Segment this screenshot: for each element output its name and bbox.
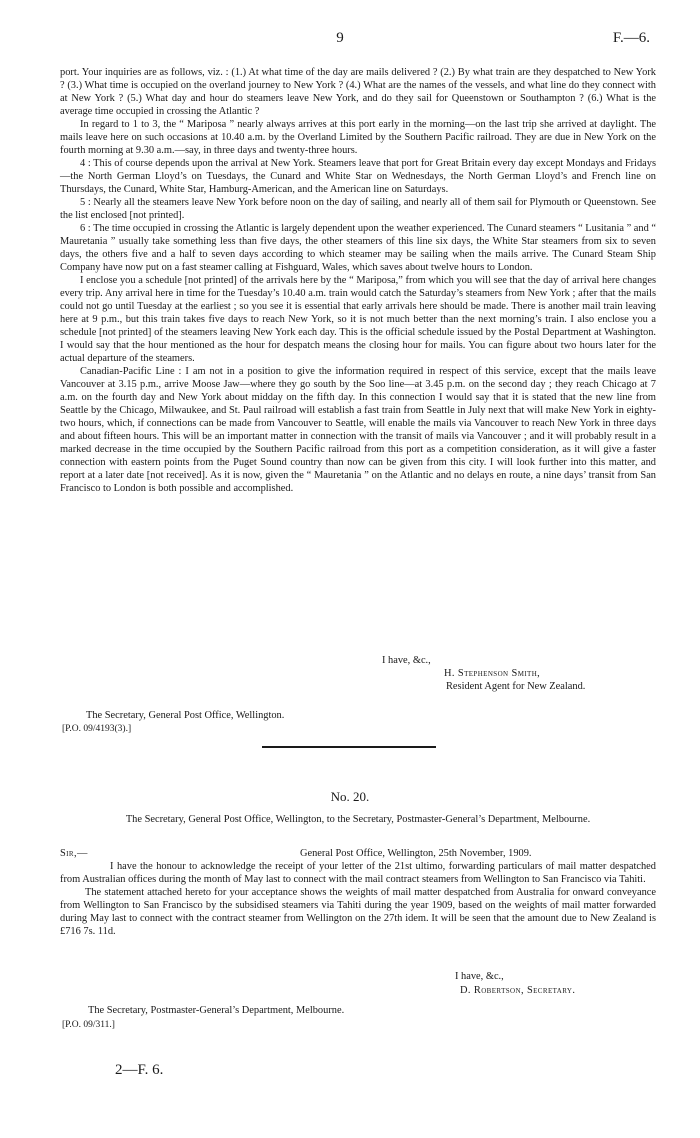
letter-1-paragraph: 5 : Nearly all the steamers leave New York before noon on the day of sailing, and nearly all of them sail for Plymouth or Queenstown. See the list enclosed [not printed]. <box>60 197 656 221</box>
letter-1-paragraph: 6 : The time occupied in crossing the Atlantic is largely dependent upon the weather experienced. The Cunard steamers “ Lusitania ” and “ Mauretania ” usually take something less than five days, the other steamers of this line six days, the White Star steamers from six to seven days, the others five and a half to seven days according to which steamer may be sailing when the mails arrive. The Cunard Steam Ship Company have now put on a fast steamer calling at Fishguard, Wales, which saves about twelve hours to London. <box>60 223 656 273</box>
letter-2-paragraph: I have the honour to acknowledge the receipt of your letter of the 21st ultimo, forwarding particulars of mail matter despatched from Australian offices during the month of May last to connect with the mail contract steamers from Wellington to San Francisco via Tahiti. <box>60 861 656 885</box>
letter-2-signature: D. Robertson, Secretary. <box>460 985 576 996</box>
letter-2-salutation-line <box>60 847 656 860</box>
letter-1-closing: I have, &c., <box>382 655 431 666</box>
letter-2-address-line: The Secretary, General Post Office, Wellington, to the Secretary, Postmaster-General’s Department, Melbourne. <box>125 814 591 825</box>
letter-2-paragraph: The statement attached hereto for your acceptance shows the weights of mail matter despatched from Australia for onward conveyance from Wellington to San Francisco by the subsidised steamers via Tahiti during the year 1909, based on the weights of mail matter forwarded during May last to connect with the contract steamer from Wellington on the 27th idem. It will be seen that the amount due to New Zealand is £716 7s. 11d. <box>60 887 656 937</box>
letter-2-closing: I have, &c., <box>455 971 504 982</box>
letter-1-paragraph: Canadian-Pacific Line : I am not in a position to give the information required in respect of this service, except that the mails leave Vancouver at 3.15 p.m., arrive Moose Jaw—where they go south by the Soo line—at 3.45 p.m. on the second day ; they reach Chicago at 7 a.m. on the fourth day and New York about midday on the fifth day. In this connection I would say that it is stated that the new line from Seattle by the Chicago, Milwaukee, and St. Paul railroad will establish a fast train from Seattle in July next that will make New York in eighty-two hours, which, if connections can be made from Vancouver to Seattle, will enable the mails via Vancouver to reach New York in three days and about fifteen hours. This will be an important matter in connection with the transit of mails via Vancouver ; and it will probably result in a marked decrease in the time occupied by the Southern Pacific railroad from this port as a competition consideration, as it will give a faster connection with eastern points from the Puget Sound country than now can be given from this city. I will look further into this matter, and report at a later date [not received]. As it is now, given the “ Mauretania ” on the Atlantic and no delays en route, a nine days’ transit from San Francisco to London is both possible and accomplished. <box>60 366 656 494</box>
letter-1-signature-title: Resident Agent for New Zealand. <box>446 681 586 692</box>
letter-1-addressee: The Secretary, General Post Office, Wellington. <box>86 710 285 721</box>
letter-1-paragraph: port. Your inquiries are as follows, viz. : (1.) At what time of the day are mails delivered ? (2.) By what train are they despatched to New York ? (3.) What time is occupied on the overland journey to New York ? (4.) What are the names of the vessels, and what line do they connect with at New York ? (5.) What day and hour do steamers leave New York, and do they sail for Queenstown or Southampton ? (6.) What is the average time occupied in crossing the Atlantic ? <box>60 67 656 117</box>
letter-2-number: No. 20. <box>330 789 370 804</box>
letter-2-addressee: The Secretary, Postmaster-General’s Department, Melbourne. <box>88 1005 345 1016</box>
page-number: 9 <box>336 30 344 46</box>
letter-2-file-reference: [P.O. 09/311.] <box>62 1020 115 1030</box>
section-divider <box>262 746 436 748</box>
letter-2-salutation: Sir,— <box>60 848 88 859</box>
page-reference: F.—6. <box>612 30 650 46</box>
letter-2-body <box>60 847 656 938</box>
letter-1-file-reference: [P.O. 09/4193(3).] <box>62 724 132 734</box>
letter-1-body <box>60 66 656 495</box>
letter-1-paragraph: 4 : This of course depends upon the arrival at New York. Steamers leave that port for Great Britain every day except Mondays and Fridays—the North German Lloyd’s on Tuesdays, the Cunard and White Star on Wednesdays, the North German Lloyd’s and French line on Thursdays, the Cunard, White Star, Hamburg-American, and the American line on Saturdays. <box>60 158 656 195</box>
letter-1-paragraph: In regard to 1 to 3, the “ Mariposa ” nearly always arrives at this port early in the morning—on the last trip she arrived at daylight. The mails leave here on such occasions at 10.40 a.m. by the Overland Limited by the Southern Pacific railroad. They are due in New York on the fourth morning at 9.30 a.m.—say, in three days and twenty-three hours. <box>60 119 656 156</box>
printer-signature-mark: 2—F. 6. <box>115 1062 164 1078</box>
letter-2-dateline: General Post Office, Wellington, 25th November, 1909. <box>300 848 532 859</box>
letter-1-signature-name: H. Stephenson Smith, <box>444 668 541 679</box>
letter-1-paragraph: I enclose you a schedule [not printed] of the arrivals here by the “ Mariposa,” from which you will see that the day of arrival here changes every trip. Any arrival here in time for the Tuesday’s 10.40 a.m. train would catch the Saturday’s steamers from New York ; after that the mails could not go until Tuesday at the earliest ; so you see it is essential that early arrivals here should be made. There is another mail train leaving here at 9 p.m., but this train takes five days to reach New York, so it is not much better than the next morning’s train. I also enclose you a schedule [not printed] of the steamers leaving New York each day. This is the official schedule issued by the Postal Department at Washington. I would say that the hour mentioned as the hour for despatch means the closing hour for mails. You can figure about two hours later for the actual departure of the steamers. <box>60 275 656 364</box>
